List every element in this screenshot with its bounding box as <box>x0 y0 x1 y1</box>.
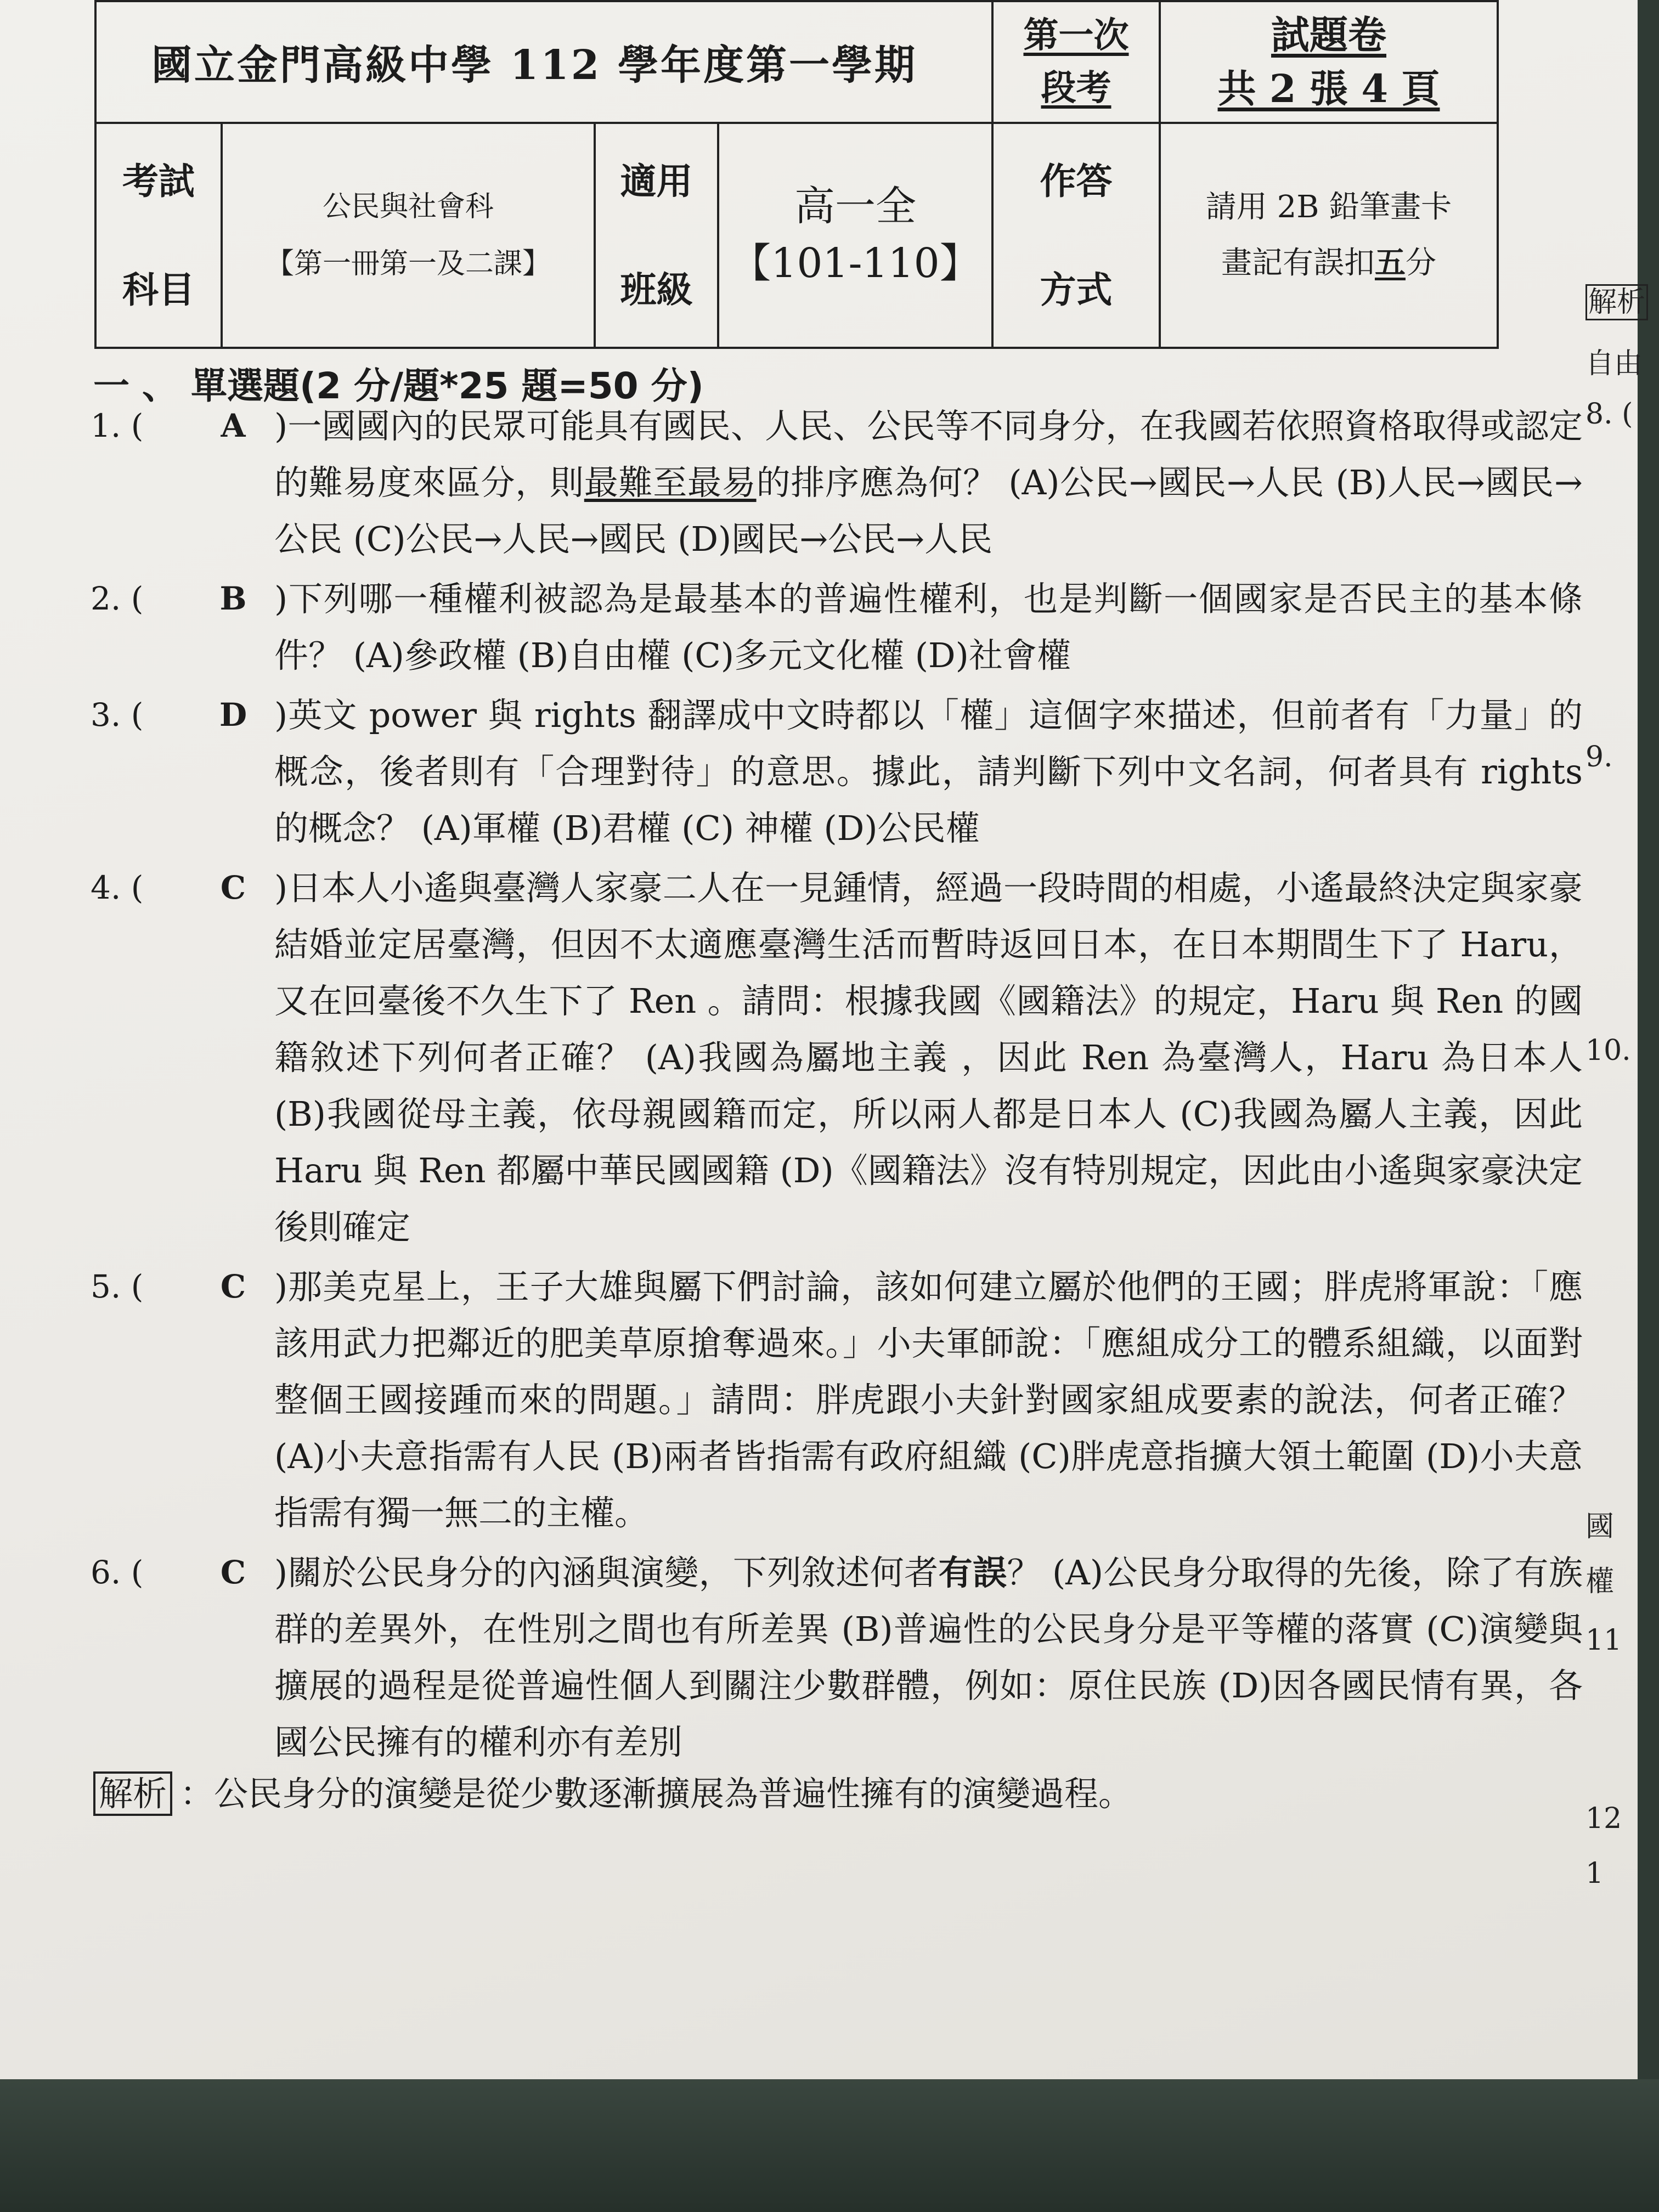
question-text <box>274 398 1583 567</box>
adjacent-question-8: 8. ( <box>1585 398 1633 431</box>
subject-label-2: 科目 <box>122 268 195 311</box>
question-text-pre: 關於公民身分的內涵與演變，下列敘述何者 <box>287 1553 939 1593</box>
explanation-label: 解析 <box>93 1771 172 1816</box>
close-paren: ) <box>274 1553 288 1593</box>
class-label-1: 適用 <box>620 160 693 202</box>
explanation-text: ：公民身分的演變是從少數逐漸擴展為普遍性擁有的演變過程。 <box>180 1774 1133 1814</box>
question-text-post: 的排序應為何？ (A)公民→國民→人民 (B)人民→國民→公民 (C)公民→人民→國民 (D)國民→公民→人民 <box>274 462 1583 559</box>
class-line1: 高一全 <box>794 183 916 230</box>
method-line2 <box>1161 235 1497 291</box>
class-label <box>595 123 718 348</box>
adjacent-fragment: 1 <box>1585 1857 1604 1890</box>
question-answer: A <box>221 407 246 444</box>
question-text <box>274 1544 1583 1770</box>
question-number: 4. ( <box>91 869 144 906</box>
question-5 <box>91 1259 1583 1541</box>
sheet-info <box>1160 1 1498 123</box>
method-line2-post: 分 <box>1406 245 1436 281</box>
section-title: 一 、 單選題(2 分/題*25 題=50 分) <box>93 365 704 407</box>
adjacent-page-edge <box>1580 0 1646 2079</box>
subject-line2: 【第一冊第一及二課】 <box>265 247 551 280</box>
adjacent-question-11: 11 <box>1585 1624 1622 1657</box>
question-emphasis: 有誤 <box>938 1553 1007 1593</box>
question-body: 英文 power 與 rights 翻譯成中文時都以「權」這個字來描述，但前者有「力量」的概念，後者則有「合理對待」的意思。據此，請判斷下列中文名詞，何者具有 rights 的概念？ (A)軍權 (B)君權 (C) 神權 (D)公民權 <box>274 695 1583 848</box>
question-2 <box>91 571 1583 684</box>
close-paren: ) <box>274 406 288 446</box>
question-body: 那美克星上，王子大雄與屬下們討論，該如何建立屬於他們的王國；胖虎將軍說：「應該用武力把鄰近的肥美草原搶奪過來。」小夫軍師說：「應組成分工的體系組織，以面對整個王國接踵而來的問題。」請問：胖虎跟小夫針對國家組成要素的說法，何者正確？ (A)小夫意指需有人民 (B)兩者皆指需有政府組織 (C)胖虎意指擴大領土範圍 (D)小夫意指需有獨一無二的主權。 <box>274 1267 1583 1533</box>
adjacent-fragment: 自由 <box>1585 347 1643 380</box>
sheet-info-line2: 共 2 張 4 頁 <box>1217 66 1440 111</box>
answer-method <box>1160 123 1498 348</box>
adjacent-question-10: 10. <box>1585 1034 1631 1067</box>
class-line2: 【101-110】 <box>730 240 980 287</box>
subject-label-1: 考試 <box>122 160 195 202</box>
close-paren: ) <box>274 868 288 908</box>
subject-label <box>95 123 222 348</box>
question-body: 日本人小遙與臺灣人家豪二人在一見鍾情，經過一段時間的相處，小遙最終決定與家豪結婚並定居臺灣，但因不太適應臺灣生活而暫時返回日本，在日本期間生下了 Haru，又在回臺後不久生下了 Ren 。請問：根據我國《國籍法》的規定，Haru 與 Ren 的國籍敘述下列何者正確？ (A)我國為屬地主義 ，因此 Ren 為臺灣人，Haru 為日本人 (B)我國從母主義，依母親國籍而定，所以兩人都是日本人 (C)我國為屬人主義，因此 Haru 與 Ren 都屬中華民國國籍 (D)《國籍法》沒有特別規定，因此由小遙與家豪決定後則確定 <box>274 868 1583 1247</box>
exam-name-line1: 第一次 <box>1023 15 1129 56</box>
question-list <box>91 398 1583 1774</box>
question-1 <box>91 398 1583 567</box>
adjacent-fragment: 國 <box>1585 1510 1615 1543</box>
question-3 <box>91 687 1583 856</box>
question-number: 5. ( <box>91 1268 144 1305</box>
question-number: 6. ( <box>91 1554 144 1591</box>
adjacent-fragment: 權 <box>1585 1565 1615 1598</box>
question-answer: C <box>220 869 246 906</box>
method-label <box>992 123 1160 348</box>
close-paren: ) <box>274 1267 288 1307</box>
question-text <box>274 571 1583 684</box>
question-emphasis: 最難至最易 <box>584 462 757 503</box>
question-answer: C <box>220 1554 246 1591</box>
question-text <box>274 1259 1583 1541</box>
method-penalty: 五 <box>1375 244 1406 281</box>
class-value <box>718 123 992 348</box>
exam-name <box>992 1 1160 123</box>
sheet-info-line1: 試題卷 <box>1271 12 1386 58</box>
adjacent-question-12: 12 <box>1585 1802 1622 1835</box>
subject-line1: 公民與社會科 <box>322 190 494 223</box>
question-answer: C <box>220 1268 246 1305</box>
question-text <box>274 860 1583 1255</box>
question-4 <box>91 860 1583 1255</box>
question-text-pre: 一國國內的民眾可能具有國民、人民、公民等不同身分，在我國若依照資格取得或認定的難易度來區分，則 <box>274 406 1583 503</box>
question-number: 3. ( <box>91 696 144 733</box>
question-6 <box>91 1544 1583 1770</box>
exam-name-line2: 段考 <box>1041 67 1111 109</box>
question-answer: B <box>219 580 247 617</box>
method-label-2: 方式 <box>1040 268 1113 311</box>
close-paren: ) <box>274 579 288 619</box>
exam-header-table <box>94 0 1499 349</box>
method-line1: 請用 2B 鉛筆畫卡 <box>1205 189 1452 225</box>
school-title: 國立金門高級中學 112 學年度第一學期 <box>95 1 992 123</box>
question-text <box>274 687 1583 856</box>
question-number: 1. ( <box>91 407 144 444</box>
method-label-1: 作答 <box>1040 160 1113 202</box>
class-label-2: 班級 <box>620 268 693 311</box>
background-surface <box>0 2079 1659 2212</box>
question-text-post: ？ (A)公民身分取得的先後，除了有族群的差異外，在性別之間也有所差異 (B)普遍性的公民身分是平等權的落實 (C)演變與擴展的過程是從普遍性個人到關注少數群體，例如：原住民族 (D)因各國民情有異，各國公民擁有的權利亦有差別 <box>274 1553 1583 1762</box>
subject-value <box>222 123 595 348</box>
adjacent-label: 解析 <box>1585 284 1648 320</box>
question-number: 2. ( <box>91 580 144 617</box>
method-line2-pre: 畫記有誤扣 <box>1221 245 1375 281</box>
adjacent-question-9: 9. <box>1585 741 1613 774</box>
question-answer: D <box>219 696 247 733</box>
close-paren: ) <box>274 695 288 735</box>
explanation <box>93 1767 1132 1815</box>
question-body: 下列哪一種權利被認為是最基本的普遍性權利，也是判斷一個國家是否民主的基本條件？ (A)參政權 (B)自由權 (C)多元文化權 (D)社會權 <box>274 579 1583 675</box>
